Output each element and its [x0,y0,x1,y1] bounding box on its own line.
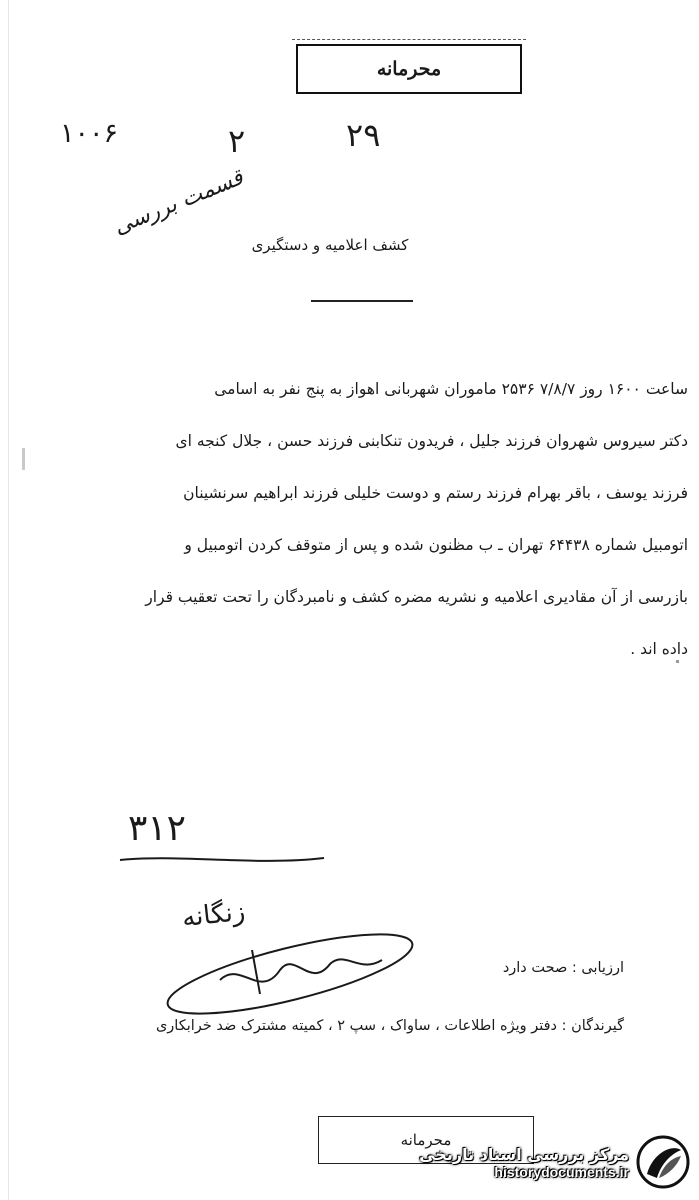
evaluation-line: ارزیابی : صحت دارد [502,960,624,976]
body-line: فرزند یوسف ، باقر بهرام فرزند رستم و دوست خلیلی فرزند ابراهیم سرنشینان [183,484,688,502]
watermark-url: historydocuments.ir [494,1163,629,1180]
classification-stamp [296,44,522,94]
archive-logo-icon [635,1134,691,1190]
subject-divider [311,300,413,302]
watermark-title: مرکز بررسی اسناد تاریخی [419,1144,629,1164]
handwritten-note: قسمت بررسی [110,165,247,240]
reference-number-mid: ۲ [228,122,246,160]
signature-icon [160,920,420,1020]
document-body [68,376,688,688]
handwritten-underline [118,852,328,868]
handwritten-number: ۳۱۲ [128,808,187,849]
archive-watermark [401,1130,691,1194]
signature-area [160,896,420,1020]
watermark-text [419,1145,629,1180]
body-line: بازرسی از آن مقادیری اعلامیه و نشریه مضره کشف و نامبردگان را تحت تعقیب قرار [145,588,688,606]
body-line: ساعت ۱۶۰۰ روز ۷/۸/۷ ۲۵۳۶ ماموران شهربانی اهواز به پنج نفر به اسامی [214,380,688,398]
body-line: داده اند . [630,640,688,658]
reference-number-right: ۲۹ [346,116,381,154]
scan-mark [22,448,25,470]
bottom-stamp-text: محرمانه [400,1131,452,1149]
body-line: دکتر سیروس شهروان فرزند جلیل ، فریدون تنکابنی فرزند حسن ، جلال کنجه ای [175,432,688,450]
document-subject: کشف اعلامیه و دستگیری [251,236,409,254]
body-line: اتومبیل شماره ۶۴۴۳۸ تهران ـ ب مظنون شده و پس از متوقف کردن اتومبیل و [184,536,688,554]
recipients-line: گیرندگان : دفتر ویژه اطلاعات ، ساواک ، سپ ۲ ، کمیته مشترک ضد خرابکاری [155,1018,624,1034]
signature-note: زنگانه [180,896,247,934]
reference-number: ۱۰۰۶ [60,118,119,149]
classification-stamp-text: محرمانه [376,58,442,80]
scan-edge [8,0,9,1200]
